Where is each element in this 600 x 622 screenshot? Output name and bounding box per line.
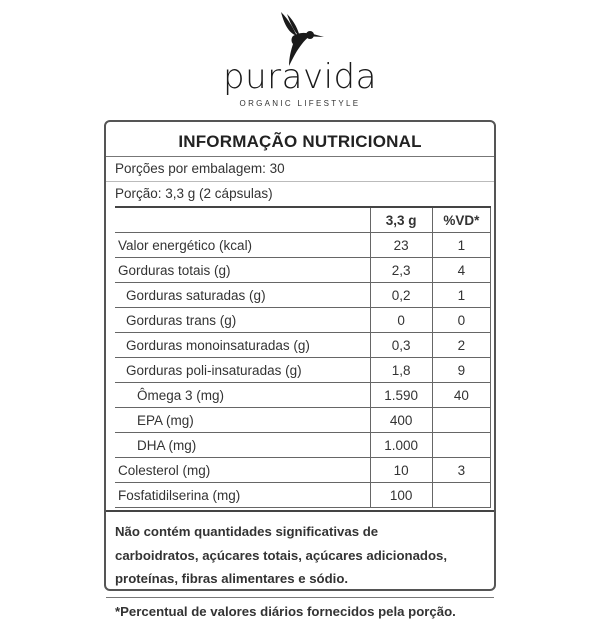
nutrient-name: Gorduras monoinsaturadas (g) bbox=[115, 333, 370, 358]
nutrient-amount: 100 bbox=[370, 483, 432, 508]
nutrient-name: Gorduras totais (g) bbox=[115, 258, 370, 283]
nutrient-amount: 0 bbox=[370, 308, 432, 333]
table-row bbox=[115, 383, 491, 408]
nutrient-name: EPA (mg) bbox=[115, 408, 370, 433]
nutrient-name: Colesterol (mg) bbox=[115, 458, 370, 483]
table-row bbox=[115, 408, 491, 433]
nutrient-daily-value bbox=[432, 408, 490, 433]
table-row bbox=[115, 308, 491, 333]
header-amount: 3,3 g bbox=[370, 207, 432, 233]
brand-tagline: ORGANIC LIFESTYLE bbox=[239, 99, 361, 108]
nutrient-amount: 1.590 bbox=[370, 383, 432, 408]
panel-title: INFORMAÇÃO NUTRICIONAL bbox=[106, 122, 494, 157]
nutrient-amount: 400 bbox=[370, 408, 432, 433]
table-row bbox=[115, 458, 491, 483]
nutrient-daily-value: 1 bbox=[432, 283, 490, 308]
header-nutrient bbox=[115, 207, 370, 233]
nutrient-amount: 0,3 bbox=[370, 333, 432, 358]
serving-size: Porção: 3,3 g (2 cápsulas) bbox=[115, 186, 273, 201]
table-row bbox=[115, 483, 491, 508]
nutrient-amount: 2,3 bbox=[370, 258, 432, 283]
nutrient-daily-value: 0 bbox=[432, 308, 490, 333]
brand-header bbox=[0, 0, 600, 112]
nutrient-amount: 10 bbox=[370, 458, 432, 483]
not-significant-note bbox=[106, 510, 494, 597]
nutrient-amount: 1.000 bbox=[370, 433, 432, 458]
nutrient-amount: 0,2 bbox=[370, 283, 432, 308]
nutrient-name: DHA (mg) bbox=[115, 433, 370, 458]
table-header-row bbox=[115, 207, 491, 233]
nutrient-daily-value: 3 bbox=[432, 458, 490, 483]
nutrition-facts-panel bbox=[104, 120, 496, 619]
nutrition-table bbox=[115, 206, 491, 508]
not-significant-line: proteínas, fibras alimentares e sódio. bbox=[115, 571, 349, 586]
nutrient-amount: 23 bbox=[370, 233, 432, 258]
table-row bbox=[115, 283, 491, 308]
nutrient-daily-value bbox=[432, 483, 490, 508]
nutrient-daily-value: 40 bbox=[432, 383, 490, 408]
table-row bbox=[115, 358, 491, 383]
header-daily-value: %VD* bbox=[432, 207, 490, 233]
brand-name: puravida bbox=[223, 57, 377, 97]
not-significant-line: carboidratos, açúcares totais, açúcares adicionados, bbox=[115, 547, 448, 563]
nutrient-daily-value: 2 bbox=[432, 333, 490, 358]
nutrient-daily-value bbox=[432, 433, 490, 458]
nutrient-name: Gorduras saturadas (g) bbox=[115, 283, 370, 308]
table-row bbox=[115, 258, 491, 283]
nutrient-daily-value: 4 bbox=[432, 258, 490, 283]
nutrient-daily-value: 9 bbox=[432, 358, 490, 383]
table-row bbox=[115, 333, 491, 358]
nutrient-name: Gorduras trans (g) bbox=[115, 308, 370, 333]
nutrient-name: Fosfatidilserina (mg) bbox=[115, 483, 370, 508]
nutrient-name: Valor energético (kcal) bbox=[115, 233, 370, 258]
daily-value-footnote: *Percentual de valores diários fornecidos pela porção. bbox=[106, 597, 494, 622]
nutrient-name: Ômega 3 (mg) bbox=[115, 383, 370, 408]
nutrient-daily-value: 1 bbox=[432, 233, 490, 258]
nutrient-name: Gorduras poli-insaturadas (g) bbox=[115, 358, 370, 383]
table-row bbox=[115, 433, 491, 458]
table-row bbox=[115, 233, 491, 258]
nutrient-amount: 1,8 bbox=[370, 358, 432, 383]
servings-per-package: Porções por embalagem: 30 bbox=[106, 157, 494, 182]
not-significant-line: Não contém quantidades significativas de bbox=[115, 524, 379, 539]
